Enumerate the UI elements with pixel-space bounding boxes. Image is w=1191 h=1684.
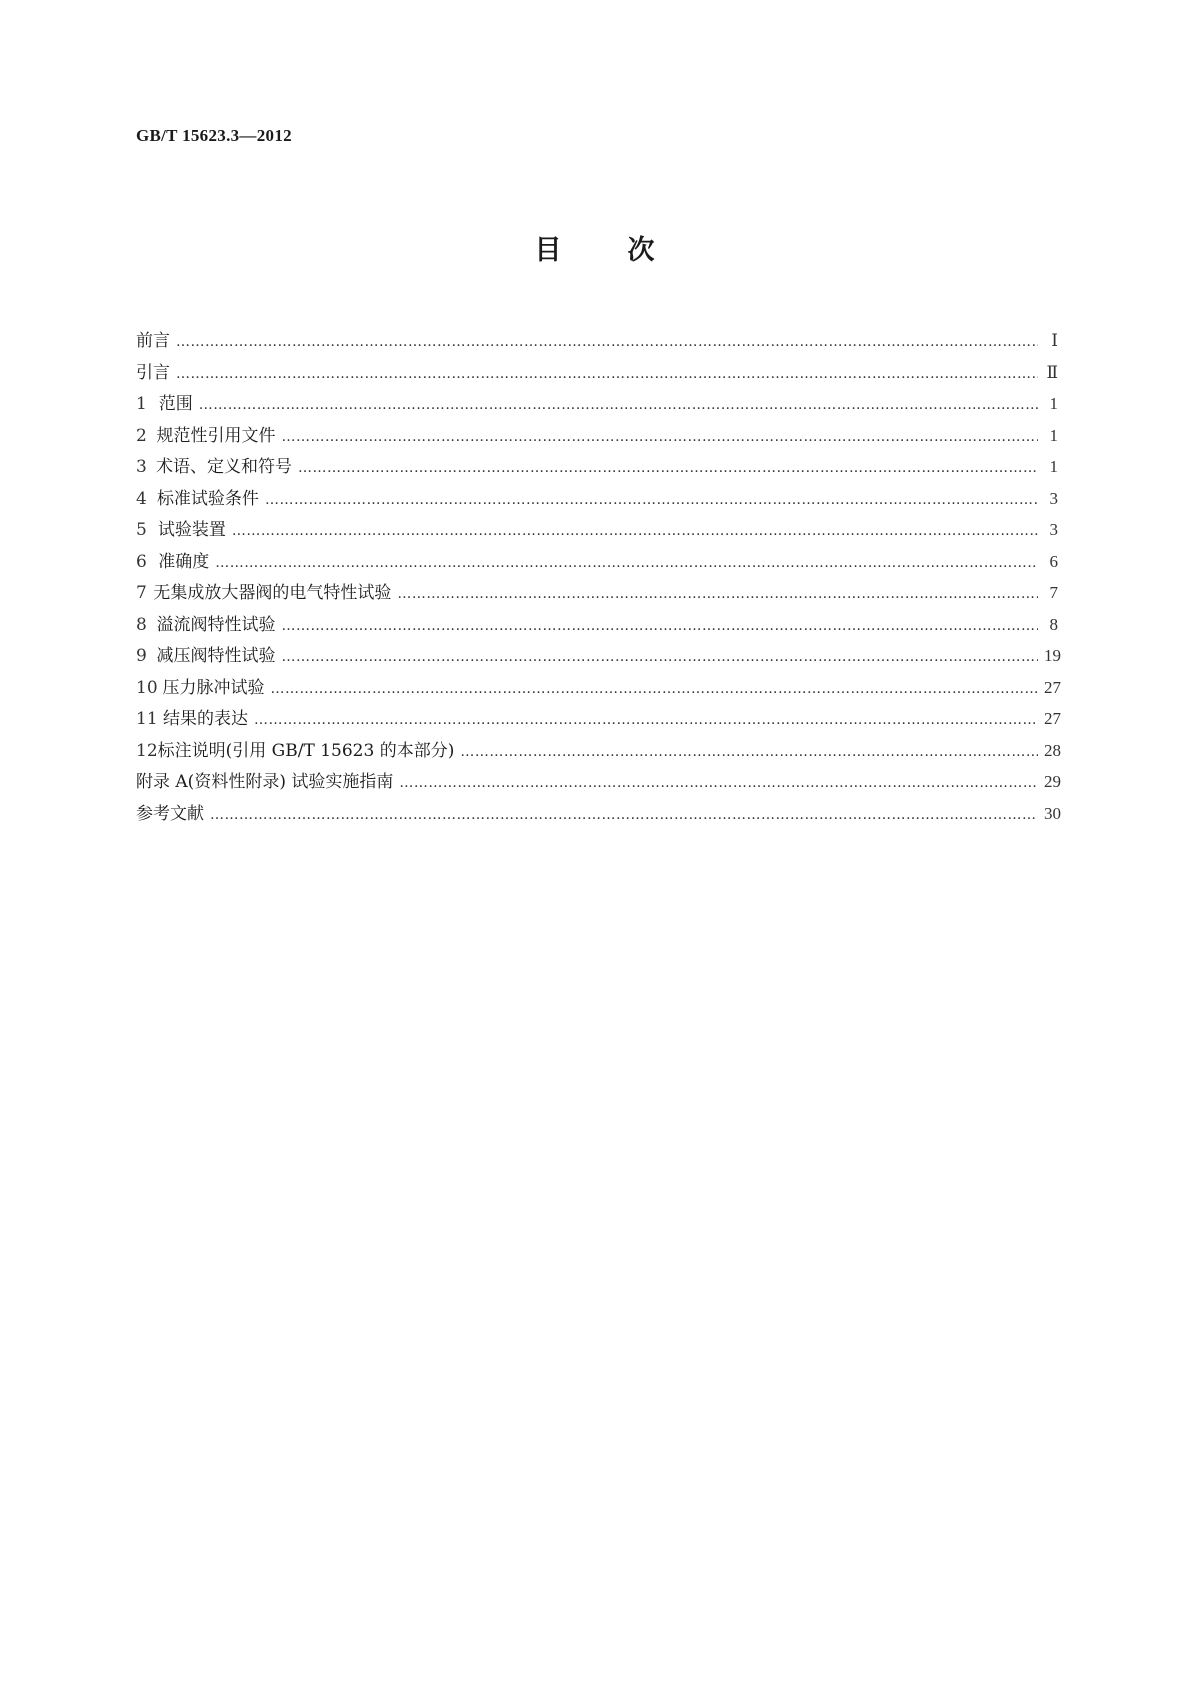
toc-page-number: 1 <box>1049 457 1058 476</box>
toc-dot-leader <box>232 523 1038 539</box>
toc-entry-5[interactable] <box>136 515 1058 547</box>
toc-page-number: 28 <box>1044 740 1061 760</box>
toc-label: 参考文献 <box>136 803 204 824</box>
toc-dot-leader <box>282 649 1039 665</box>
standard-code: GB/T 15623.3—2012 <box>136 126 292 145</box>
table-of-contents <box>136 326 1061 830</box>
toc-dot-leader <box>270 681 1038 697</box>
toc-dot-leader <box>282 429 1039 445</box>
toc-number: 6 <box>136 551 147 572</box>
toc-page-number: 3 <box>1049 520 1058 539</box>
toc-page-number: 6 <box>1049 551 1058 571</box>
toc-page-number: 8 <box>1049 614 1058 634</box>
toc-page-number: 1 <box>1049 425 1058 445</box>
toc-label: 结果的表达 <box>163 709 249 729</box>
toc-dot-leader <box>397 586 1038 602</box>
toc-number: 7 <box>136 583 147 603</box>
toc-entry-9[interactable] <box>136 641 1061 673</box>
toc-label: 附录 A(资料性附录) 试验实施指南 <box>136 772 394 792</box>
toc-entry-7[interactable] <box>136 578 1058 610</box>
toc-label: 标准试验条件 <box>156 488 259 509</box>
toc-page-number: 29 <box>1044 772 1061 791</box>
toc-number: 9 <box>136 646 147 666</box>
toc-entry-11[interactable] <box>136 704 1061 736</box>
toc-entry-3[interactable] <box>136 452 1058 484</box>
toc-number: 2 <box>136 425 147 446</box>
toc-label: 术语、定义和符号 <box>156 457 293 477</box>
toc-entry-12[interactable] <box>136 736 1061 768</box>
toc-page-number: 30 <box>1044 803 1061 823</box>
toc-number: 10 <box>136 677 158 698</box>
toc-number: 5 <box>136 520 147 540</box>
toc-entry-6[interactable] <box>136 547 1058 579</box>
toc-page-number: Ⅱ <box>1046 362 1058 382</box>
toc-number: 12 <box>136 740 158 761</box>
toc-entry-1[interactable] <box>136 389 1058 421</box>
toc-dot-leader <box>176 366 1038 382</box>
toc-number: 8 <box>136 614 147 635</box>
toc-label: 溢流阀特性试验 <box>156 614 276 635</box>
toc-entry-introduction[interactable] <box>136 358 1058 390</box>
toc-page-number: 3 <box>1049 488 1058 508</box>
toc-entry-preface[interactable] <box>136 326 1058 358</box>
toc-page-number: 7 <box>1049 583 1058 602</box>
toc-number: 1 <box>136 394 147 414</box>
toc-dot-leader <box>298 460 1038 476</box>
toc-label: 规范性引用文件 <box>156 425 276 446</box>
toc-label: 标注说明(引用 GB/T 15623 的本部分) <box>157 740 455 761</box>
toc-dot-leader <box>254 712 1038 728</box>
toc-number: 11 <box>136 709 158 729</box>
toc-dot-leader <box>210 807 1038 823</box>
toc-dot-leader <box>460 744 1038 760</box>
toc-page-number: 1 <box>1049 394 1058 413</box>
toc-entry-10[interactable] <box>136 673 1061 705</box>
toc-page-number: 19 <box>1044 646 1061 665</box>
toc-page-number: 27 <box>1044 709 1061 728</box>
toc-dot-leader <box>215 555 1038 571</box>
toc-label: 引言 <box>136 362 170 383</box>
toc-dot-leader <box>282 618 1039 634</box>
page-title-char-1: 目 <box>534 235 564 266</box>
toc-label: 减压阀特性试验 <box>156 646 276 666</box>
toc-dot-leader <box>399 775 1038 791</box>
toc-label: 压力脉冲试验 <box>162 677 265 698</box>
page-title-char-2: 次 <box>627 235 657 266</box>
toc-dot-leader <box>199 397 1038 413</box>
toc-dot-leader <box>265 492 1038 508</box>
toc-dot-leader <box>176 334 1038 350</box>
toc-entry-4[interactable] <box>136 484 1058 516</box>
toc-entry-references[interactable] <box>136 799 1061 831</box>
toc-entry-appendix-a[interactable] <box>136 767 1061 799</box>
toc-label: 范围 <box>158 394 193 414</box>
toc-entry-8[interactable] <box>136 610 1058 642</box>
toc-page-number: Ⅰ <box>1051 331 1058 350</box>
toc-label: 前言 <box>136 331 170 351</box>
toc-page-number: 27 <box>1044 677 1061 697</box>
toc-label: 无集成放大器阀的电气特性试验 <box>153 583 392 603</box>
toc-label: 准确度 <box>158 551 210 572</box>
toc-number: 3 <box>136 457 147 477</box>
page-title <box>0 228 1191 267</box>
toc-label: 试验装置 <box>157 520 226 540</box>
toc-entry-2[interactable] <box>136 421 1058 453</box>
toc-number: 4 <box>136 488 147 509</box>
